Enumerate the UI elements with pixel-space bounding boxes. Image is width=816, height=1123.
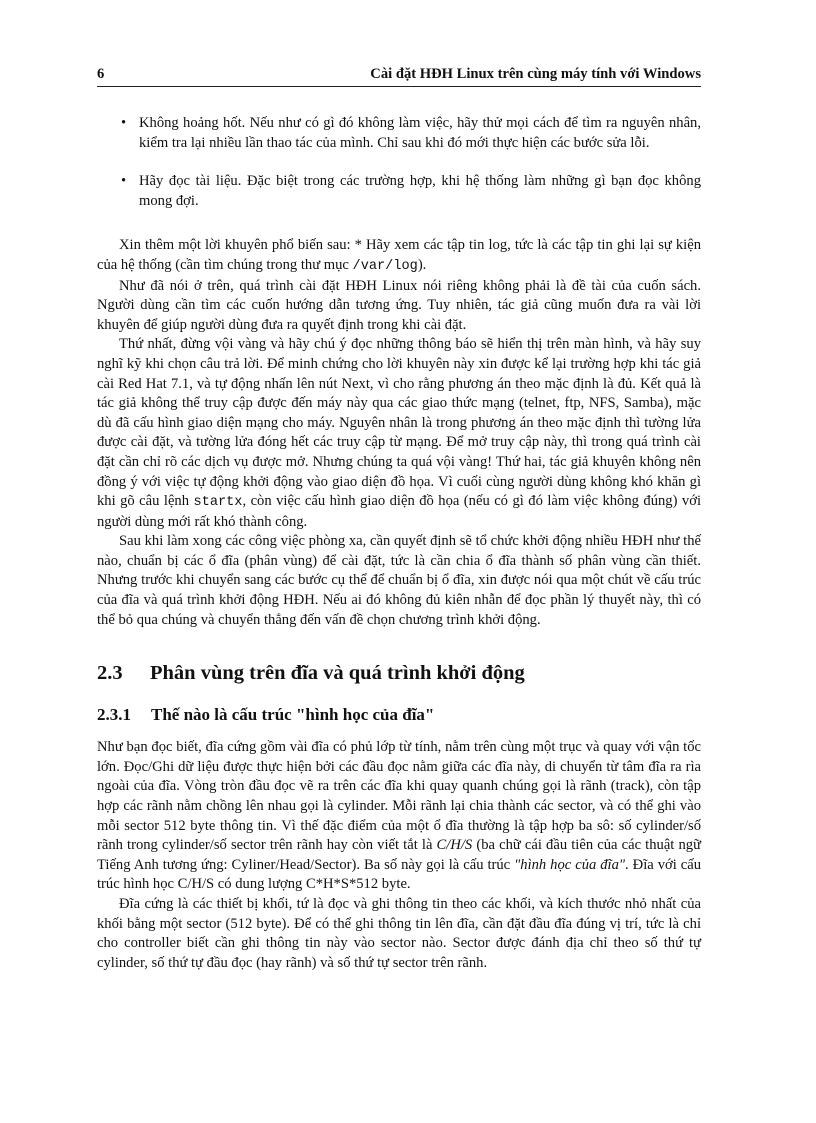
- italic-term-chs: C/H/S: [436, 837, 473, 854]
- paragraph-text: Xin thêm một lời khuyên phổ biến sau: * Hãy xem các tập tin log, tức là các tập tin ghi lại sự kiện của hệ thống (cần tìm chúng trong thư mục: [97, 237, 701, 273]
- italic-term-geometry: "hình học của đĩa": [514, 856, 626, 873]
- paragraph-text: (ba chữ cái đầu tiên của các thuật ngữ Tiếng Anh tương ứng: Cyliner/Head/Sector). Ba số này gọi là cấu trúc: [97, 837, 701, 873]
- paragraph-first-advice: [97, 335, 701, 532]
- paragraph-install-note: Như đã nói ở trên, quá trình cài đặt HĐH Linux nói riêng không phải là đề tài của cuốn sách. Người dùng cần tìm các cuốn hướng dẫn tương ứng. Tuy nhiên, tác giả cũng muốn đưa ra vài lời khuyên để giúp người dùng đưa ra quyết định trong khi cài đặt.: [97, 277, 701, 333]
- section-title: Phân vùng trên đĩa và quá trình khởi động: [150, 662, 525, 685]
- page-number: 6: [97, 66, 105, 82]
- bullet-item: [97, 114, 701, 153]
- section-heading: [97, 660, 701, 686]
- paragraph-text: Như bạn đọc biết, đĩa cứng gồm vài đĩa có phủ lớp từ tính, nằm trên cùng một trục và quay với vận tốc lớn. Đọc/Ghi dữ liệu được thực hiện bởi các đầu đọc nằm giữa các đĩa này, di chuyển từ tâm đĩa ra rìa ngoài của đĩa. Vòng tròn đầu đọc vẽ ra trên các đĩa khi quay quanh chúng gọi là rãnh (track), còn tập hợp các rãnh nằm chồng lên nhau gọi là cylinder. Mỗi rãnh lại chia thành các sector, và có thể ghi vào mỗi sector 512 byte thông tin. Vì thế đặc điểm của một ổ đĩa thường là tập hợp ba sô: số cylinder/số rãnh trong cylinder/số sector trên rãnh hay còn viết tắt là: [97, 739, 701, 854]
- bullet-icon: •: [121, 173, 127, 190]
- inline-code-var-log: /var/log: [352, 258, 418, 274]
- paragraph-block-devices: Đĩa cứng là các thiết bị khối, tứ là đọc và ghi thông tin theo các khối, và kích thước nhỏ nhất của khối bằng một sector (512 byte). Để có thể ghi thông tin lên đĩa, cần đặt đầu đĩa đúng vị trí, tức là chỉ cho controller biết cần ghi thông tin này vào sector nào. Sector được đánh địa chỉ theo số thứ tự cylinder, số thứ tự đầu đọc (hay rãnh) và số thứ tự sector trên rãnh.: [97, 896, 701, 971]
- paragraph-text: Thứ nhất, đừng vội vàng và hãy chú ý đọc những thông báo sẽ hiển thị trên màn hình, và hãy suy nghĩ kỹ khi chọn câu trả lời. Để minh chứng cho lời khuyên này xin được kể lại trường hợp khi tác giả cài Red Hat 7.1, và tự động nhấn lên nút Next, vì cho rằng phương án theo mặc định là đủ. Kết quả là tác giả không thể truy cập được đến máy này qua các giao thức mạng (telnet, ftp, NFS, Samba), mặc dù đã cấu hình giao diện mạng cho máy. Nguyên nhân là trong phương án theo mặc định thì tường lửa được cài đặt, và tường lửa đóng hết các truy cập từ mạng. Để mở truy cập này, thì trong quá trình cài đặt cần chỉ rõ các dịch vụ được mở. Nhưng chúng ta quá vội vàng! Thứ hai, tác giả khuyên không nên đồng ý với việc tự động khởi động vào giao diện đồ họa. Vì cuối cùng người dùng không khó khăn gì khi gõ câu lệnh: [97, 336, 701, 510]
- paragraph-disk-geometry: [97, 738, 701, 895]
- bullet-icon: •: [121, 115, 127, 131]
- paragraph-partition-intro: Sau khi làm xong các công việc phòng xa, cần quyết định sẽ tổ chức khởi động nhiều HĐH như thế nào, chuẩn bị các ổ đĩa (phân vùng) để cài đặt, tức là cần chia ổ đĩa thành số phân vùng cần thiết. Nhưng trước khi chuyển sang các bước cụ thể để chuẩn bị ổ đĩa, xin được nói qua một chút về cấu trúc của đĩa và quá trình khởi động HĐH. Nếu ai đó không đủ kiên nhẫn để đọc phần lý thuyết này, thì có thể bỏ qua chúng và chuyển thẳng đến vấn đề chọn chương trình khởi động.: [97, 533, 701, 628]
- section-number: 2.3: [97, 662, 123, 685]
- subsection-heading: [97, 704, 701, 726]
- subsection-title: Thế nào là cấu trúc "hình học của đĩa": [151, 705, 435, 725]
- paragraph-text: . Đĩa với cấu trúc hình học C/H/S có dung lượng C*H*S*512 byte.: [97, 856, 701, 893]
- inline-code-startx: startx: [193, 495, 243, 511]
- paragraph-text: , còn việc cấu hình giao diện đồ họa (nếu có gì đó làm việc không đúng) với người dùng mới rất khó thành công.: [97, 493, 701, 530]
- paragraph-text: ).: [417, 256, 427, 273]
- page-body: [97, 114, 701, 973]
- subsection-number: 2.3.1: [97, 705, 131, 725]
- bullet-list: [97, 114, 701, 211]
- paragraph-log-advice: [97, 236, 701, 276]
- bullet-text: Không hoảng hốt. Nếu như có gì đó không làm việc, hãy thử mọi cách để tìm ra nguyên nhân, kiểm tra lại nhiều lần thao tác của mình. Chỉ sau khi đó mới thực hiện các bước sửa lỗi.: [139, 115, 701, 151]
- header-rule: [97, 86, 701, 87]
- running-header: [97, 66, 701, 83]
- running-title: Cài đặt HĐH Linux trên cùng máy tính với Windows: [370, 66, 701, 82]
- bullet-item: [97, 172, 701, 211]
- bullet-text: Hãy đọc tài liệu. Đặc biệt trong các trường hợp, khi hệ thống làm những gì bạn đọc không mong đợi.: [139, 173, 701, 209]
